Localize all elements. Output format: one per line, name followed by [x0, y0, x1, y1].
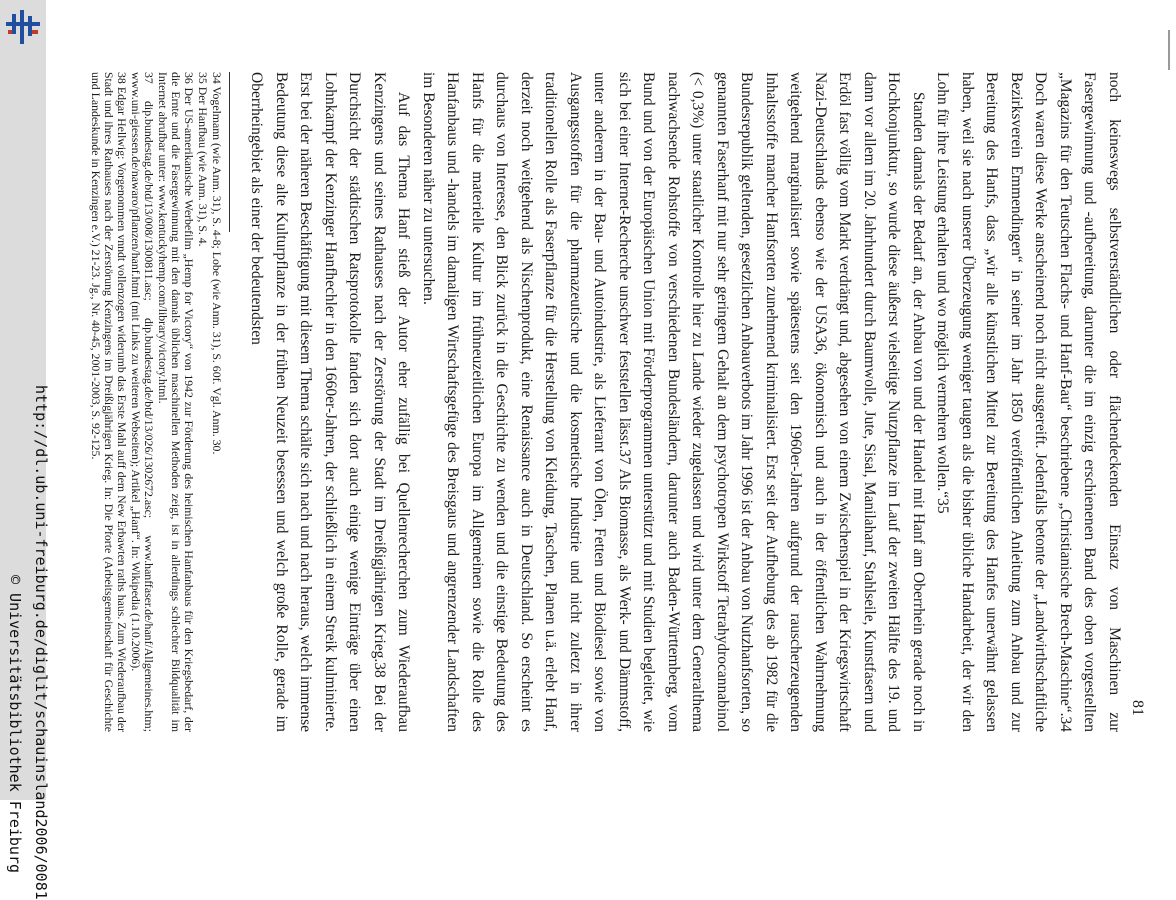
paragraph: Standen damals der Bedarf an, der Anbau von und der Handel mit Hanf am Oberrhein gerade noch in Hochkonjunktur, so wurde diese äußerst vielseitige Nutzpflanze im Lauf der zweiten Hälfte des 19. und dann vor allem im 20. Jahrhundert durch Baumwolle, Jute, Sisal, Manilahanf, Stahlseile, Kunstfasern und Erdöl fast völlig vom Markt verdrängt und, abgesehen von einem Zwischenspiel in der Kriegswirtschaft Nazi-Deutschlands ebenso wie der USA36, ökonomisch und auch in der öffentlichen Wahrnehmung weitgehend marginalisiert sowie spätestens seit den 1960er-Jahren aufgrund der rauscherzeugenden Inhaltsstoffe mancher Hanfsorten zunehmend kriminalisiert. Erst seit der Aufhebung des ab 1982 für die Bundesrepublik geltenden, gesetzlichen Anbauverbots im Jahr 1996 ist der Anbau von Nutzhanfsorten, so genannten Faserhanf mit nur sehr geringem Gehalt an dem psychotropen Wirkstoff Tetrahydrocannabinol (< 0,3%) unter staatlicher Kontrolle hier zu Lande wieder zugelassen und wird unter dem Generalthema nachwachsende Rohstoffe von verschiedenen Bundesländern, darunter auch Baden-Württemberg, vom Bund und von der Europäischen Union mit Förderprogrammen unterstützt und mit Studien begleitet, wie sich bei einer Internet-Recherche unschwer feststellen lässt.37 Als Biomasse, als Werk- und Dämmstoff, unter anderem in der Bau- und Autoindustrie, als Lieferant von Ölen, Fetten und Biodiesel sowie von Ausgangsstoffen für die pharmazeutische und die kosmetische Industrie und nicht zuletzt in ihrer traditionellen Rolle als Faserpflanze für die Herstellung von Kleidung, Taschen, Planen u.ä. erlebt Hanf, derzeit noch weitgehend als Nischenprodukt, eine Renaissance auch in Deutschland. So erscheint es durchaus von Interesse, den Blick zurück in die Geschichte zu wenden und die einstige Bedeutung des Hanfs für die materielle Kultur im frühneuzeitlichen Europa im Allgemeinen sowie die Rolle des Hanfanbaus und -handels im damaligen Wirtschaftsgefüge des Breisgaus und angrenzender Landschaften im Besonderen näher zu untersuchen.	[420, 72, 927, 732]
page-edge	[1168, 30, 1170, 70]
footnotes	[89, 72, 223, 732]
source-url[interactable]: http://dl.ub.uni-freiburg.de/diglit/schauinsland2006/0081	[32, 385, 50, 900]
footnote: 35 Der Hanfbau (wie Anm. 31), S. 4.	[196, 72, 210, 247]
page-content	[88, 72, 1126, 732]
copyright-notice: © Universitätsbibliothek Freiburg	[6, 575, 24, 874]
sidebar	[0, 0, 50, 900]
footnote-divider	[229, 72, 230, 232]
footnote: 36 Der US-amerikanische Werbefilm „Hemp for Victory“ von 1942 zur Förderung des heimischen Hanfanbaus für den Kriegsbedarf, der die Ernte und die Fasergewinnung mit den damals üblichen maschinellen Methoden zeigt, ist in allerdings schlechter Bildqualität im Internet abrufbar unter: www.kentuckyhemp.com/library/victory.html.	[156, 72, 196, 732]
footnote: 37 dip.bundestag.de/btd/13/008/1300811.asc; dip.bundestag.de/btd/13/026/1302672.asc; www.hanffaser.de/hanf/Allgemeines.htm; www.uni-giessen.de/nawaro/pflanzen/hanf.html (mit Links zu weiteren Webseiten); Artikel „Hanf“. In: Wikipedia (1.10.2006).	[129, 72, 156, 732]
page-number: 81	[1129, 700, 1146, 716]
footnote: 38 Edgar Hellwig: Vorgenommen vnndt vollenzogen widerumb das Erste Mahl auff dem New Erbawten raths haus. Zum Wiederaufbau der Stadt und ihres Rathauses nach der Zerstörung Kenzingens im Dreißigjährigen Krieg. In: Die Pforte (Arbeitsgemeinschaft für Geschichte und Landeskunde in Kenzingen e.V.) 21-23. Jg., Nr. 40-45, 2001-2003, S. 92-125.	[89, 72, 129, 732]
library-logo-icon	[4, 8, 42, 48]
body-text	[244, 72, 1126, 732]
paragraph: noch keineswegs selbstverständlichen oder flächendeckenden Einsatz von Maschinen zur Fasergewinnung und -aufbereitung, darunter die im einzig erschienenen Band des oben vorgestellten „Magazins für den Teutschen Flachs- und Hanf-Bau“ beschriebene „Christianische Brech-Maschine“.34 Doch waren diese Werke anscheinend noch nicht ausgereift. Jedenfalls betonte der „Landwirthschaftliche Bezirksverein Emmendingen“ in seiner im Jahr 1850 veröffentlichen Anleitung zum Anbau und zur Bereitung des Hanfs, dass „wir alle künstlichen Mittel zur Bereitung des Hanfes unerwähnt gelassen haben, weil sie nach unserer Überzeugung weniger taugen als die bisher übliche Handarbeit, der wir den Lohn für ihre Leistung erhalten und wo möglich vermehren wollen.“35	[934, 72, 1123, 732]
footnote: 34 Vogelmann (wie Anm. 31), S. 4-8; Lobe (wie Anm. 31), S. 60f. Vgl. Anm. 30.	[210, 72, 224, 455]
paragraph: Auf das Thema Hanf stieß der Autor eher zufällig bei Quellenrecherchen zum Wiederaufbau Kenzingens und seines Rathauses nach der Zerstörung der Stadt im Dreißigjährigen Krieg.38 Bei der Durchsicht der städtischen Ratsprotokolle fanden sich dort auch einige wenige Einträge über einen Lohnkampf der Kenzinger Hanfhechler in den 1660er-Jahren, der schließlich in einem Streik kulminierte. Erst bei der näheren Beschäftigung mit diesem Thema schälte sich nach und nach heraus, welch immense Bedeutung diese alte Kulturpflanze in der frühen Neuzeit besessen und welch große Rolle, gerade im Oberrheingebiet als einer der bedeutendsten	[248, 72, 413, 732]
scanned-page	[46, 0, 1176, 800]
